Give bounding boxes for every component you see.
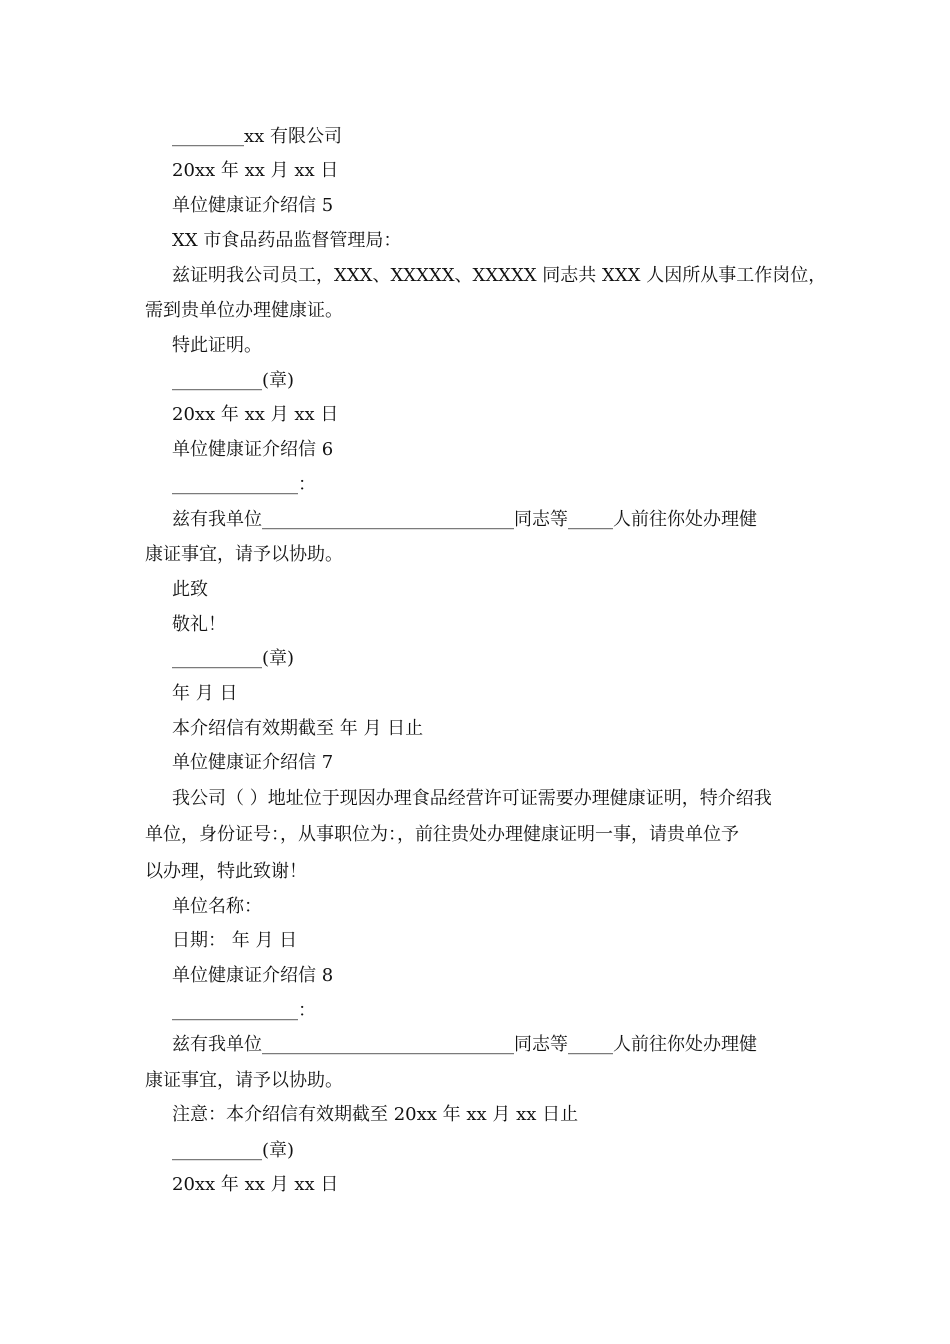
- recipient-blank-line: ______________：: [172, 474, 316, 495]
- recipient-blank-line: ______________：: [172, 1000, 316, 1021]
- body-paragraph-line: 兹有我单位____________________________同志等_____人前往你处办理健: [172, 1034, 757, 1055]
- body-paragraph-line: 康证事宜，请予以协助。: [145, 1070, 343, 1091]
- seal-line: __________(章): [172, 370, 295, 391]
- body-paragraph-line: 康证事宜，请予以协助。: [145, 544, 343, 565]
- body-paragraph-line: 以办理，特此致谢！: [145, 861, 307, 882]
- body-paragraph-line: 需到贵单位办理健康证。: [145, 300, 343, 321]
- body-paragraph-line: 兹有我单位____________________________同志等_____人前往你处办理健: [172, 509, 757, 530]
- letter-heading-6: 单位健康证介绍信 6: [172, 439, 334, 460]
- date-line: 20xx 年 xx 月 xx 日: [172, 1174, 339, 1195]
- date-line: 20xx 年 xx 月 xx 日: [172, 404, 339, 425]
- unit-name-line: 单位名称：: [172, 896, 262, 917]
- body-paragraph-line: 兹证明我公司员工，XXX、XXXXX、XXXXX 同志共 XXX 人因所从事工作岗位，: [172, 265, 827, 286]
- seal-line: __________(章): [172, 648, 295, 669]
- letter-heading-7: 单位健康证介绍信 7: [172, 752, 334, 773]
- date-line: 年 月 日: [172, 683, 238, 704]
- notice-line: 注意：本介绍信有效期截至 20xx 年 xx 月 xx 日止: [172, 1104, 579, 1125]
- body-paragraph-line: 我公司（ ）地址位于现因办理食品经营许可证需要办理健康证明，特介绍我: [172, 788, 772, 809]
- date-line: 20xx 年 xx 月 xx 日: [172, 160, 339, 181]
- validity-line: 本介绍信有效期截至 年 月 日止: [172, 718, 424, 739]
- body-paragraph-line: 单位，身份证号：，从事职位为：，前往贵处办理健康证明一事，请贵单位予: [145, 824, 739, 845]
- closing-line: 敬礼！: [172, 614, 226, 635]
- seal-line: __________(章): [172, 1140, 295, 1161]
- letter-heading-8: 单位健康证介绍信 8: [172, 965, 334, 986]
- letter-heading-5: 单位健康证介绍信 5: [172, 195, 334, 216]
- date-line: 日期： 年 月 日: [172, 930, 298, 951]
- closing-line: 特此证明。: [172, 335, 262, 356]
- closing-line: 此致: [172, 579, 208, 600]
- recipient-line: XX 市食品药品监督管理局：: [172, 230, 402, 251]
- company-name-line: ________xx 有限公司: [172, 126, 343, 147]
